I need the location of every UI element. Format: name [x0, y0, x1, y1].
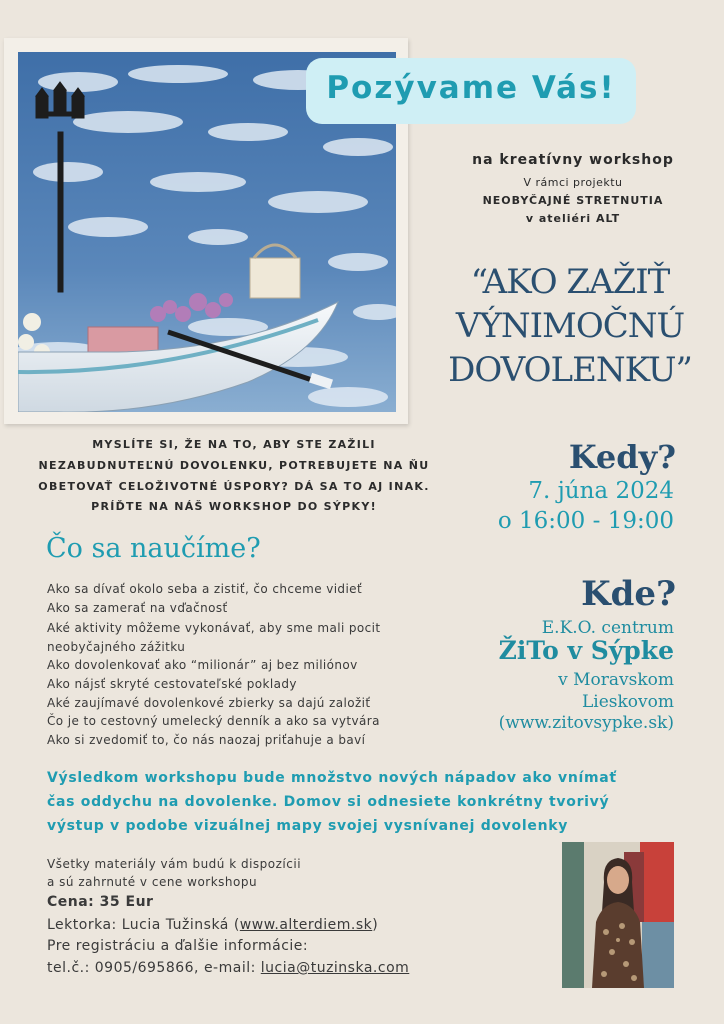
- venue-line-4: Lieskovom: [581, 692, 674, 712]
- result-line-2: čas oddychu na dovolenke. Domov si odnesiete konkrétny tvorivý: [47, 794, 610, 810]
- materials-line-1: Všetky materiály vám budú k dispozícii: [47, 857, 302, 871]
- venue-line-1: E.K.O. centrum: [541, 618, 674, 638]
- learn-item: Ako dovolenkovať ako “milionár” aj bez miliónov: [47, 658, 358, 672]
- headline-line-2: VÝNIMOČNÚ: [455, 306, 685, 346]
- learn-item: Aké zaujímavé dovolenkové zbierky sa dajú založiť: [47, 696, 371, 710]
- lecturer-suffix: ): [372, 917, 379, 933]
- result-line-1: Výsledkom workshopu bude množstvo nových nápadov ako vnímať: [47, 770, 617, 786]
- phone-text: tel.č.: 0905/695866, e-mail:: [47, 960, 261, 976]
- intro-line-4: PRÍĎTE NA NÁŠ WORKSHOP DO SÝPKY!: [91, 500, 377, 513]
- lecturer-website-link[interactable]: www.alterdiem.sk: [239, 917, 373, 933]
- email-link[interactable]: lucia@tuzinska.com: [260, 960, 410, 976]
- contact-line: [47, 960, 409, 976]
- learn-item: Ako si zvedomiť to, čo nás naozaj priťahuje a baví: [47, 733, 366, 747]
- learn-item: Aké aktivity môžeme vykonávať, aby sme mali pocit: [47, 621, 381, 635]
- intro-line-2: NEZABUDNUTEĽNÚ DOVOLENKU, POTREBUJETE NA ŇU: [38, 459, 430, 472]
- event-time: o 16:00 - 19:00: [497, 508, 674, 534]
- venue-line-3: v Moravskom: [558, 670, 674, 690]
- where-heading: Kde?: [581, 574, 676, 614]
- registration-text: Pre registráciu a ďalšie informácie:: [47, 938, 309, 954]
- when-heading: Kedy?: [568, 438, 676, 476]
- lecturer-line: [47, 917, 378, 933]
- headline-line-1: “AKO ZAŽIŤ: [470, 262, 670, 302]
- lecturer-photo: [562, 842, 674, 988]
- project-name: NEOBYČAJNÉ STRETNUTIA: [482, 194, 664, 207]
- price: Cena: 35 Eur: [47, 894, 154, 910]
- invite-title: Pozývame Vás!: [326, 70, 616, 106]
- learn-item: Čo je to cestovný umelecký denník a ako sa vytvára: [47, 714, 380, 728]
- learn-item: Ako sa zamerať na vďačnosť: [47, 601, 228, 615]
- learn-item: Ako sa dívať okolo seba a zistiť, čo chceme vidieť: [47, 582, 363, 596]
- workshop-type: na kreatívny workshop: [472, 152, 674, 168]
- materials-line-2: a sú zahrnuté v cene workshopu: [47, 875, 258, 889]
- lecturer-text: Lektorka: Lucia Tužinská (: [47, 917, 240, 933]
- event-date: 7. júna 2024: [528, 478, 674, 504]
- headline-line-3: DOVOLENKU”: [448, 350, 692, 390]
- venue-name: ŽiTo v Sýpke: [498, 636, 674, 665]
- learn-item: Ako nájsť skryté cestovateľské poklady: [47, 677, 297, 691]
- learn-heading: Čo sa naučíme?: [46, 533, 261, 564]
- intro-line-3: OBETOVAŤ CELOŽIVOTNÉ ÚSPORY? DÁ SA TO AJ INAK.: [38, 480, 430, 493]
- venue-atelier: v ateliéri ALT: [525, 212, 621, 225]
- learn-item: neobyčajného zážitku: [47, 640, 186, 654]
- result-line-3: výstup v podobe vizuálnej mapy svojej vysnívanej dovolenky: [47, 818, 569, 834]
- project-intro: V rámci projektu: [523, 176, 623, 189]
- venue-website: (www.zitovsypke.sk): [498, 713, 674, 733]
- intro-line-1: MYSLÍTE SI, ŽE NA TO, ABY STE ZAŽILI: [92, 438, 376, 451]
